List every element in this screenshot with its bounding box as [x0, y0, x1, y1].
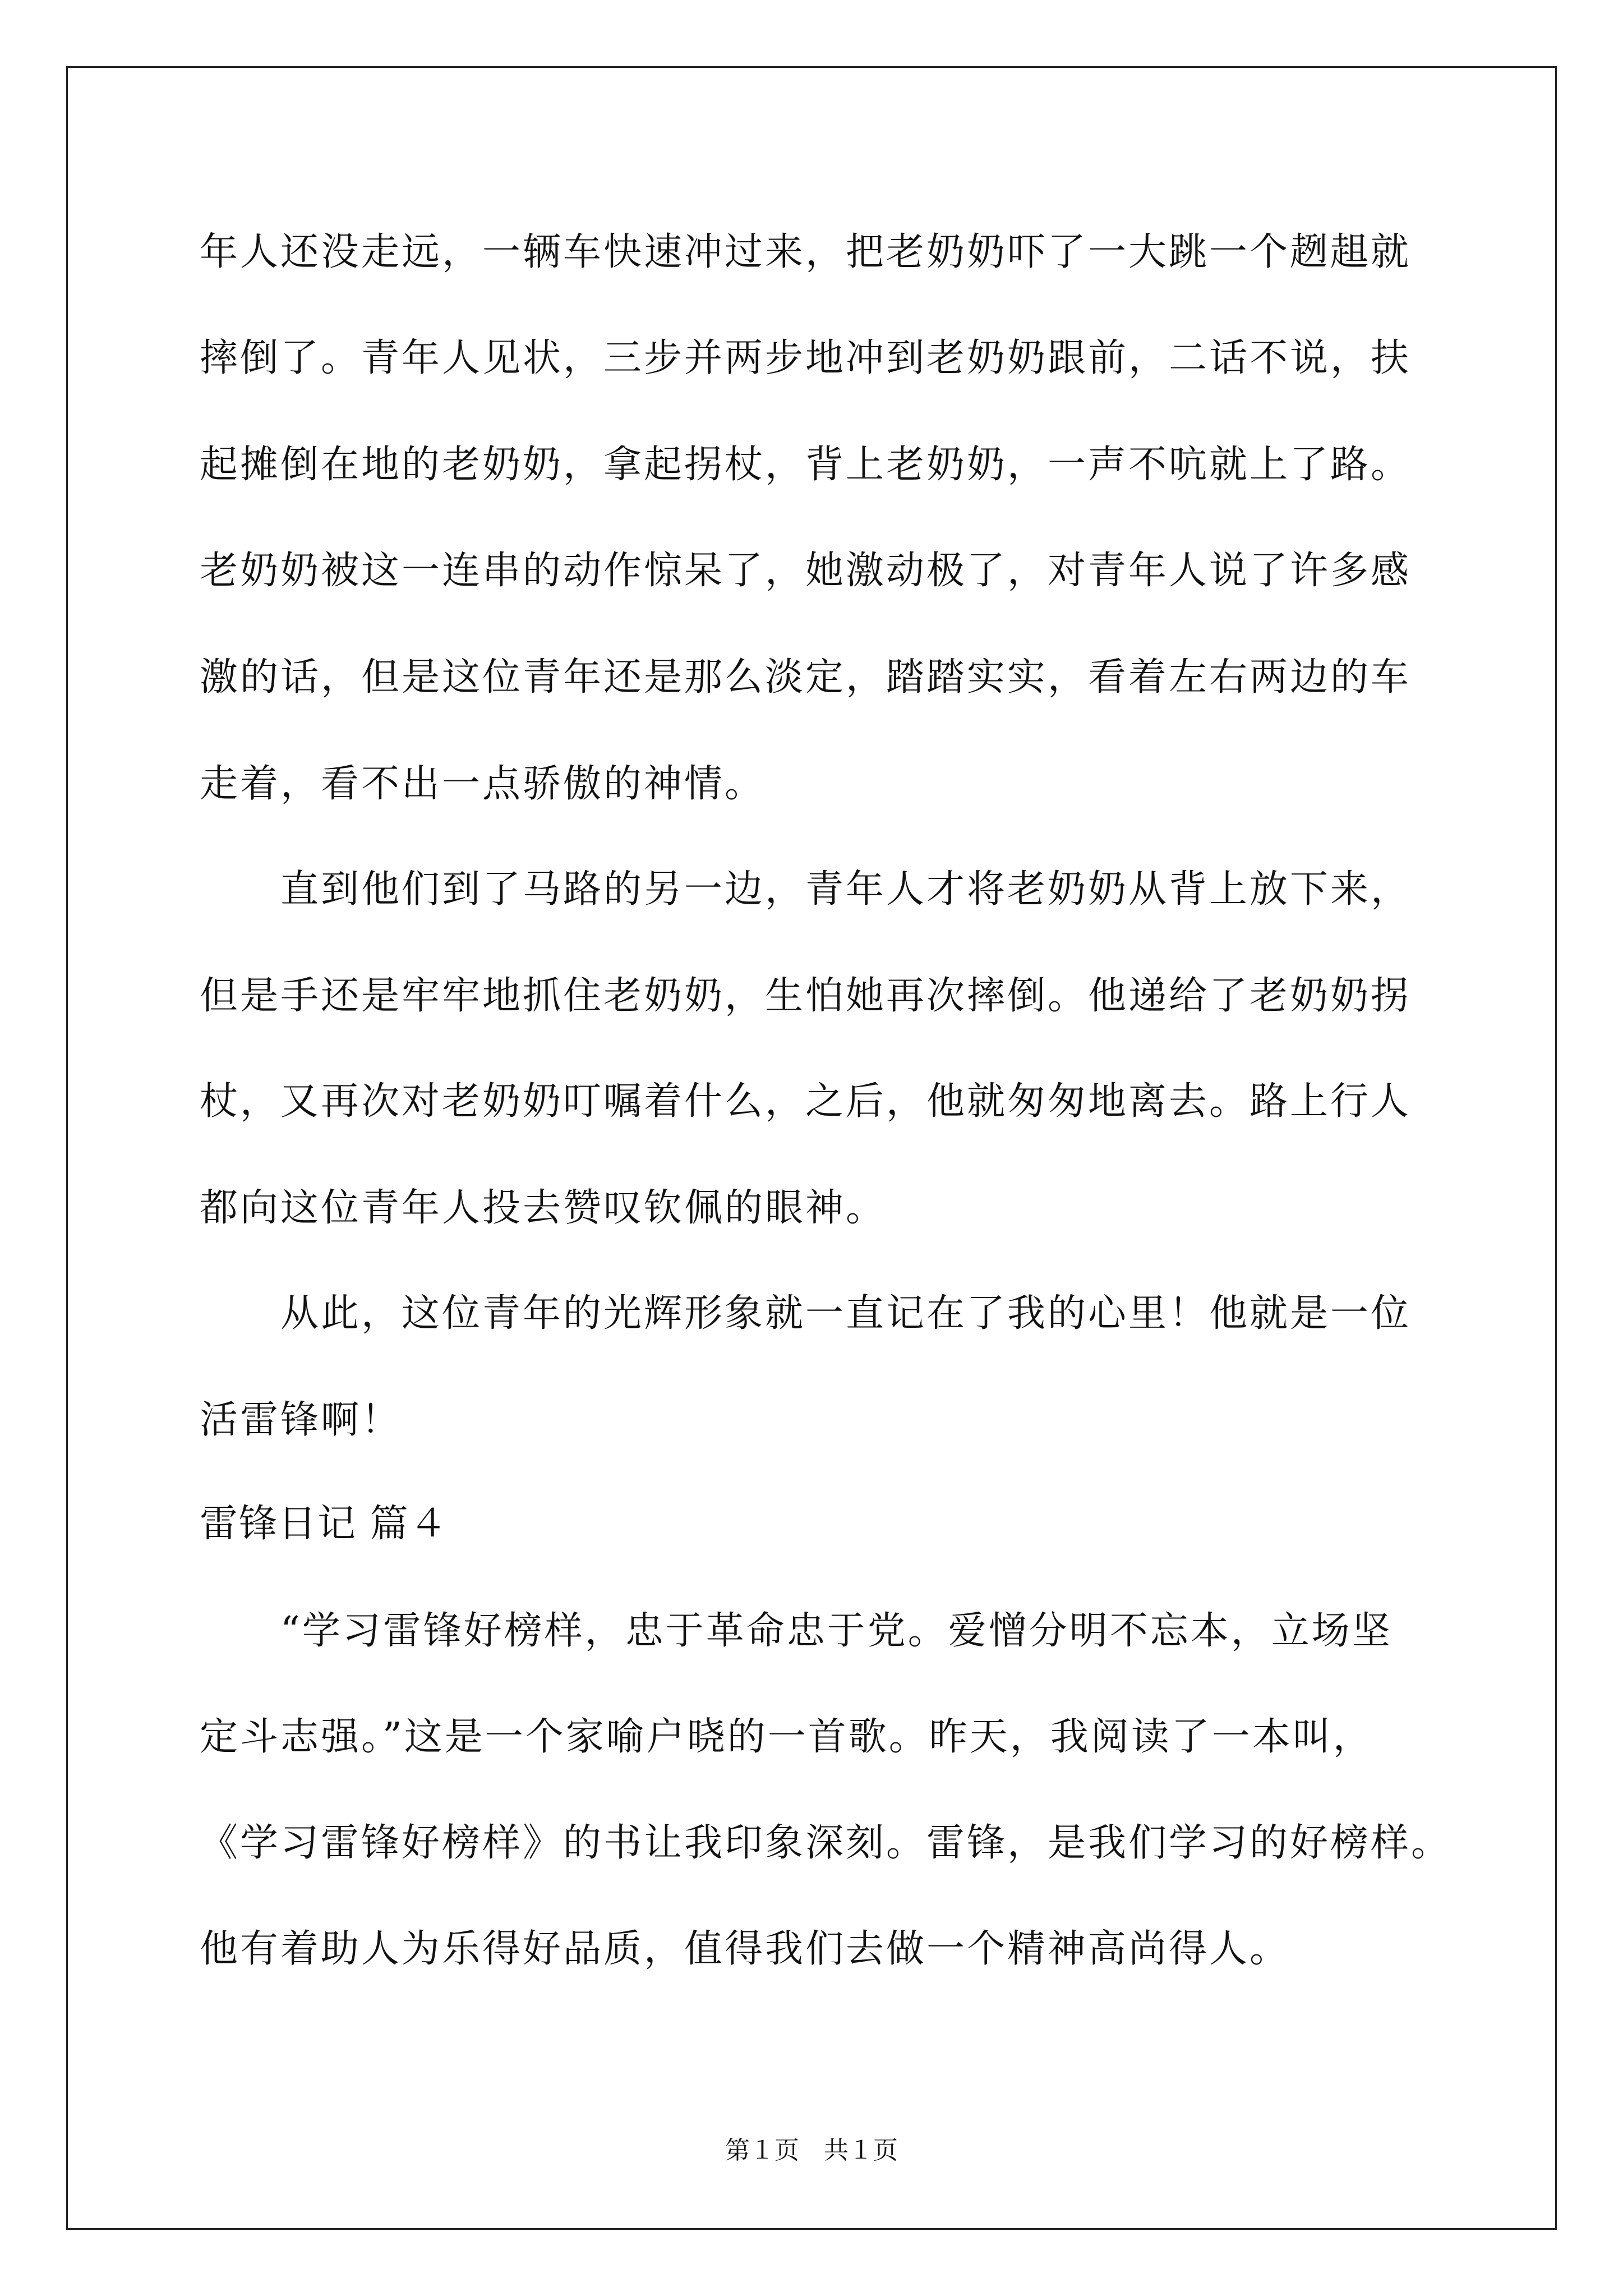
page-footer: 第１页 共１页: [725, 2136, 898, 2165]
section-heading: 雷锋日记 篇４: [200, 1502, 449, 1546]
text-line: 《学习雷锋好榜样》的书让我印象深刻。雷锋，是我们学习的好榜样。: [200, 1821, 1452, 1865]
text-line: 老奶奶被这一连串的动作惊呆了，她激动极了，对青年人说了许多感: [200, 549, 1412, 593]
text-line: 激的话，但是这位青年还是那么淡定，踏踏实实，看着左右两边的车: [200, 655, 1412, 700]
text-line: 都向这位青年人投去赞叹钦佩的眼神。: [200, 1186, 887, 1230]
text-line: “学习雷锋好榜样，忠于革命忠于党。爱憎分明不忘本，立场坚: [280, 1609, 1393, 1653]
text-line: 活雷锋啊！: [200, 1398, 402, 1442]
text-line: 从此，这位青年的光辉形象就一直记在了我的心里！他就是一位: [280, 1291, 1412, 1336]
text-line: 走着，看不出一点骄傲的神情。: [200, 762, 766, 806]
text-line: 他有着助人为乐得好品质，值得我们去做一个精神高尚得人。: [200, 1927, 1290, 1971]
text-line: 起摊倒在地的老奶奶，拿起拐杖，背上老奶奶，一声不吭就上了路。: [200, 443, 1412, 487]
text-line: 杖，又再次对老奶奶叮嘱着什么，之后，他就匆匆地离去。路上行人: [200, 1079, 1412, 1124]
text-line: 但是手还是牢牢地抓住老奶奶，生怕她再次摔倒。他递给了老奶奶拐: [200, 974, 1412, 1018]
text-line: 摔倒了。青年人见状，三步并两步地冲到老奶奶跟前，二话不说，扶: [200, 336, 1412, 380]
page-border: [66, 66, 1557, 2230]
text-line: 直到他们到了马路的另一边，青年人才将老奶奶从背上放下来，: [280, 867, 1412, 912]
text-line: 定斗志强。”这是一个家喻户晓的一首歌。昨天，我阅读了一本叫，: [200, 1715, 1373, 1759]
text-line: 年人还没走远，一辆车快速冲过来，把老奶奶吓了一大跳一个趔趄就: [200, 230, 1412, 274]
